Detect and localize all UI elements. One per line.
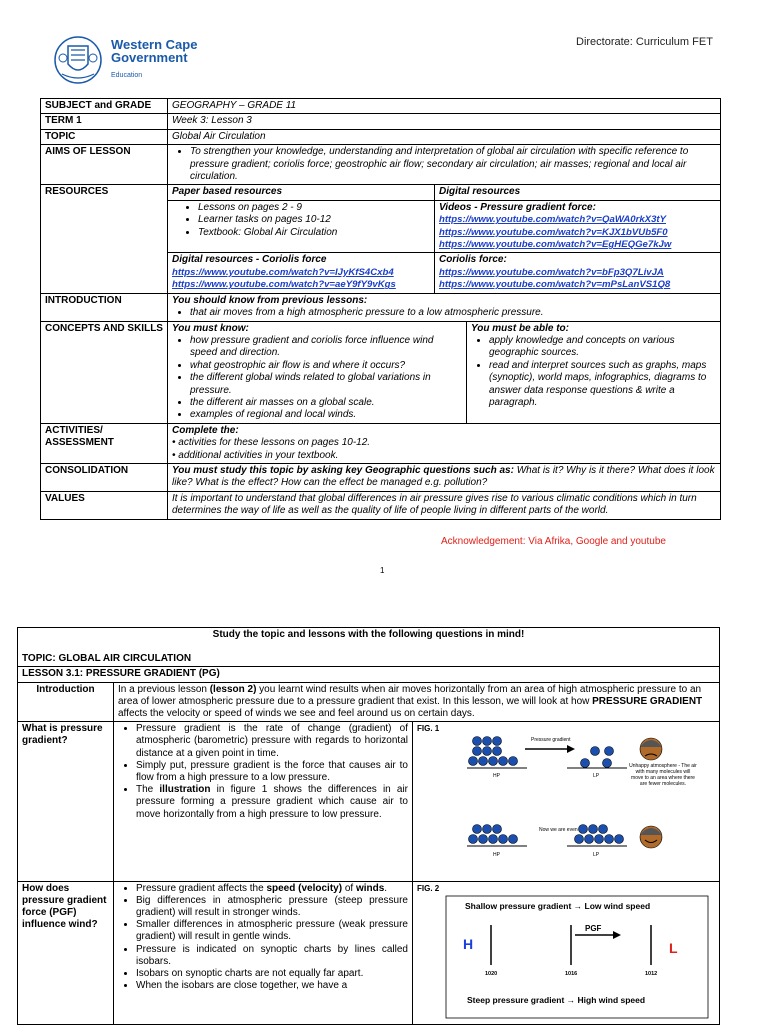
video-link[interactable]: https://www.youtube.com/watch?v=bFp3Q7LivJA: [439, 266, 664, 278]
fig1-even: Now we are even: [539, 827, 578, 834]
list-item: • examples of regional and local winds.: [190, 409, 462, 421]
list-item: • The illustration in figure 1 shows the differences in air pressure forming a pressure gradient which cause air to move horizontally from a high pressure to low pressure.: [136, 784, 408, 821]
list-item: • Smaller differences in atmospheric pressure (weak pressure gradient) will result in gentle winds.: [136, 919, 408, 943]
list-item: • read and interpret sources such as graphs, maps (synoptic), world maps, infographics, diagrams to answer data response questions & write a paragraph.: [489, 360, 716, 410]
video-link[interactable]: https://www.youtube.com/watch?v=IJyKfS4Cxb4: [172, 266, 394, 278]
aims-cell: [168, 145, 721, 185]
coriolis-digital-cell: [168, 253, 435, 293]
list-item: • Learner tasks on pages 10-12: [198, 214, 430, 226]
what-cell: [114, 722, 413, 881]
fig1-label: FIG. 1: [417, 724, 440, 734]
intro-cell: [168, 293, 721, 321]
coat-of-arms-icon: [54, 36, 102, 84]
list-item: • the different global winds related to global variations in pressure.: [190, 372, 462, 397]
coriolis-cell: [435, 253, 721, 293]
table-row: [41, 423, 721, 463]
table-row: [41, 293, 721, 321]
consolidation-cell: [168, 463, 721, 491]
fig2-illustration: [445, 895, 709, 1019]
fig1-cell: [413, 722, 720, 881]
happy-face-icon: [640, 826, 662, 848]
list-item: • Textbook: Global Air Circulation: [198, 227, 430, 239]
heading-cell: [18, 628, 720, 667]
list-item: • Pressure gradient affects the speed (velocity) of winds.: [136, 883, 408, 895]
table-row: [18, 667, 720, 682]
table-row: [18, 628, 720, 667]
wcg-logo: [54, 36, 204, 84]
know-cell: [168, 322, 467, 423]
table-row: [41, 114, 721, 129]
intro-label: INTRODUCTION: [41, 293, 168, 321]
fig2-pgf: PGF: [585, 923, 602, 933]
term-value: Week 3: Lesson 3: [168, 114, 721, 129]
page-number: 1: [380, 566, 385, 575]
fig1-hp: HP: [493, 852, 500, 859]
consolidation-label: CONSOLIDATION: [41, 463, 168, 491]
topic-heading: TOPIC: GLOBAL AIR CIRCULATION: [22, 653, 192, 665]
table-row: [41, 185, 721, 200]
directorate-label: Directorate: Curriculum FET: [576, 36, 713, 48]
list-item: • Simply put, pressure gradient is the force that causes air to flow from a high pressure to a low pressure.: [136, 760, 408, 784]
list-item: • how pressure gradient and coriolis force influence wind speed and direction.: [190, 335, 462, 360]
video-link[interactable]: https://www.youtube.com/watch?v=QaWA0rkX3tY: [439, 214, 667, 226]
lesson-heading: LESSON 3.1: PRESSURE GRADIENT (PG): [18, 667, 720, 682]
fig1-lp: LP: [593, 852, 600, 859]
resources-label: RESOURCES: [41, 185, 168, 293]
list-item: • Lessons on pages 2 - 9: [198, 202, 430, 214]
study-heading: Study the topic and lessons with the following questions in mind!: [212, 629, 525, 640]
fig1-hp: HP: [493, 773, 500, 780]
fig2-label: FIG. 2: [417, 883, 440, 893]
values-label: VALUES: [41, 491, 168, 519]
coriolis-digital-heading: Digital resources - Coriolis force: [172, 254, 327, 266]
lesson-table: [17, 627, 720, 1025]
list-item: • additional activities in your textbook.: [172, 449, 339, 461]
fig2-shallow: Shallow pressure gradient → Low wind speed: [465, 900, 651, 911]
table-row: [41, 321, 721, 423]
fig2-p1: 1020: [485, 970, 498, 977]
list-item: • the different air masses on a global scale.: [190, 397, 462, 409]
table-row: [18, 722, 720, 881]
able-cell: [467, 322, 721, 423]
consolidation-bold: You must study this topic by asking key Geographic questions such as:: [172, 464, 514, 476]
video-link[interactable]: https://www.youtube.com/watch?v=KJX1bVUb5F0: [439, 226, 668, 238]
topic-label: TOPIC: [41, 129, 168, 144]
digital-heading: Digital resources: [435, 185, 721, 200]
topic-value: Global Air Circulation: [168, 129, 721, 144]
table-row: [41, 129, 721, 144]
list-item: • Pressure gradient is the rate of change (gradient) of atmospheric (barometric) pressure with regards to horizontal distance at a given point in time.: [136, 723, 408, 760]
fig2-cell: [413, 881, 720, 1024]
videos-cell: [435, 200, 721, 253]
list-item: • Big differences in atmospheric pressure (steep pressure gradient) will result in stronger winds.: [136, 895, 408, 919]
fig1-arrow-label: Pressure gradient: [531, 737, 571, 744]
logo-sub: Education: [111, 72, 143, 79]
lesson-plan-table: [40, 98, 721, 520]
fig2-p3: 1012: [645, 970, 658, 977]
coriolis-heading: Coriolis force:: [439, 254, 507, 266]
list-item: • Pressure is indicated on synoptic charts by lines called isobars.: [136, 944, 408, 968]
subject-label: SUBJECT and GRADE: [41, 99, 168, 114]
video-link[interactable]: https://www.youtube.com/watch?v=aeY9fY9vKgs: [172, 279, 396, 291]
unhappy-face-icon: [640, 738, 662, 760]
fig1-lp: LP: [593, 773, 600, 780]
intro-label: Introduction: [18, 682, 114, 722]
values-value: It is important to understand that global differences in air pressure gives rise to various climatic conditions which in turn determines the way of life as well as the quality of life of people living in different parts of the world.: [168, 491, 721, 519]
table-row: [41, 463, 721, 491]
intro-item: • that air moves from a high atmospheric pressure to a low atmospheric pressure.: [190, 307, 716, 319]
intro-text: In a previous lesson (lesson 2) you learnt wind results when air moves horizontally from an area of high atmospheric pressure to an area of lower atmospheric pressure due to a pressure gradient that exist. In this lesson, we will look at how PRESSURE GRADIENT affects the velocity or speed of winds we see and feel around us on certain days.: [114, 682, 720, 722]
list-item: • activities for these lessons on pages 10-12.: [172, 437, 371, 449]
videos-heading: Videos - Pressure gradient force:: [439, 201, 596, 213]
how-cell: [114, 881, 413, 1024]
logo-line2: Government: [111, 50, 188, 65]
what-label: What is pressure gradient?: [18, 722, 114, 881]
subject-value: GEOGRAPHY – GRADE 11: [168, 99, 721, 114]
aims-label: AIMS OF LESSON: [41, 145, 168, 185]
intro-heading: You should know from previous lessons:: [172, 294, 368, 306]
list-item: • When the isobars are close together, we have a: [136, 980, 408, 992]
fig2-p2: 1016: [565, 970, 578, 977]
acknowledgement: Acknowledgement: Via Afrika, Google and youtube: [441, 536, 666, 547]
list-item: • apply knowledge and concepts on various geographic sources.: [489, 335, 716, 360]
fig2-h: H: [463, 935, 474, 952]
list-item: • Isobars on synoptic charts are not equally far apart.: [136, 968, 408, 980]
consolidation-rest: What is it? Why is it there? What does it look like? What is the effect? How can the effect be managed e.g. pollution?: [172, 464, 715, 489]
activities-heading: Complete the:: [172, 424, 239, 436]
know-heading: You must know:: [172, 322, 249, 334]
fig2-steep: Steep pressure gradient → High wind speed: [467, 994, 646, 1005]
table-row: [41, 145, 721, 185]
fig2-l: L: [669, 939, 678, 956]
term-label: TERM 1: [41, 114, 168, 129]
list-item: • what geostrophic air flow is and where it occurs?: [190, 360, 462, 372]
able-heading: You must be able to:: [471, 322, 569, 334]
paper-heading: Paper based resources: [168, 185, 435, 200]
activities-cell: [168, 423, 721, 463]
concepts-label: CONCEPTS AND SKILLS: [41, 321, 168, 423]
table-row: [41, 99, 721, 114]
video-link[interactable]: https://www.youtube.com/watch?v=EgHEQGe7kJw: [439, 239, 672, 251]
table-row: [41, 491, 721, 519]
video-link[interactable]: https://www.youtube.com/watch?v=mPsLanVS1Q8: [439, 279, 671, 291]
fig1-illustration: [467, 735, 697, 875]
how-label: How does pressure gradient force (PGF) influence wind?: [18, 881, 114, 1024]
table-row: [18, 881, 720, 1024]
aims-value: • To strengthen your knowledge, understanding and interpretation of global air circulation with specific reference to pressure gradient; coriolis force; geostrophic air flow; secondary air circulation; air masses; regional and local air circulation.: [190, 146, 716, 183]
activities-label: ACTIVITIES/ ASSESSMENT: [41, 423, 168, 463]
logo-line1: Western Cape: [111, 37, 198, 52]
fig1-unhappy-text: Unhappy atmosphere - The air with many molecules will move to an area where there are fewer molecules.: [629, 763, 697, 788]
table-row: [18, 682, 720, 722]
concepts-cell: [168, 321, 721, 423]
paper-items-cell: [168, 200, 435, 253]
